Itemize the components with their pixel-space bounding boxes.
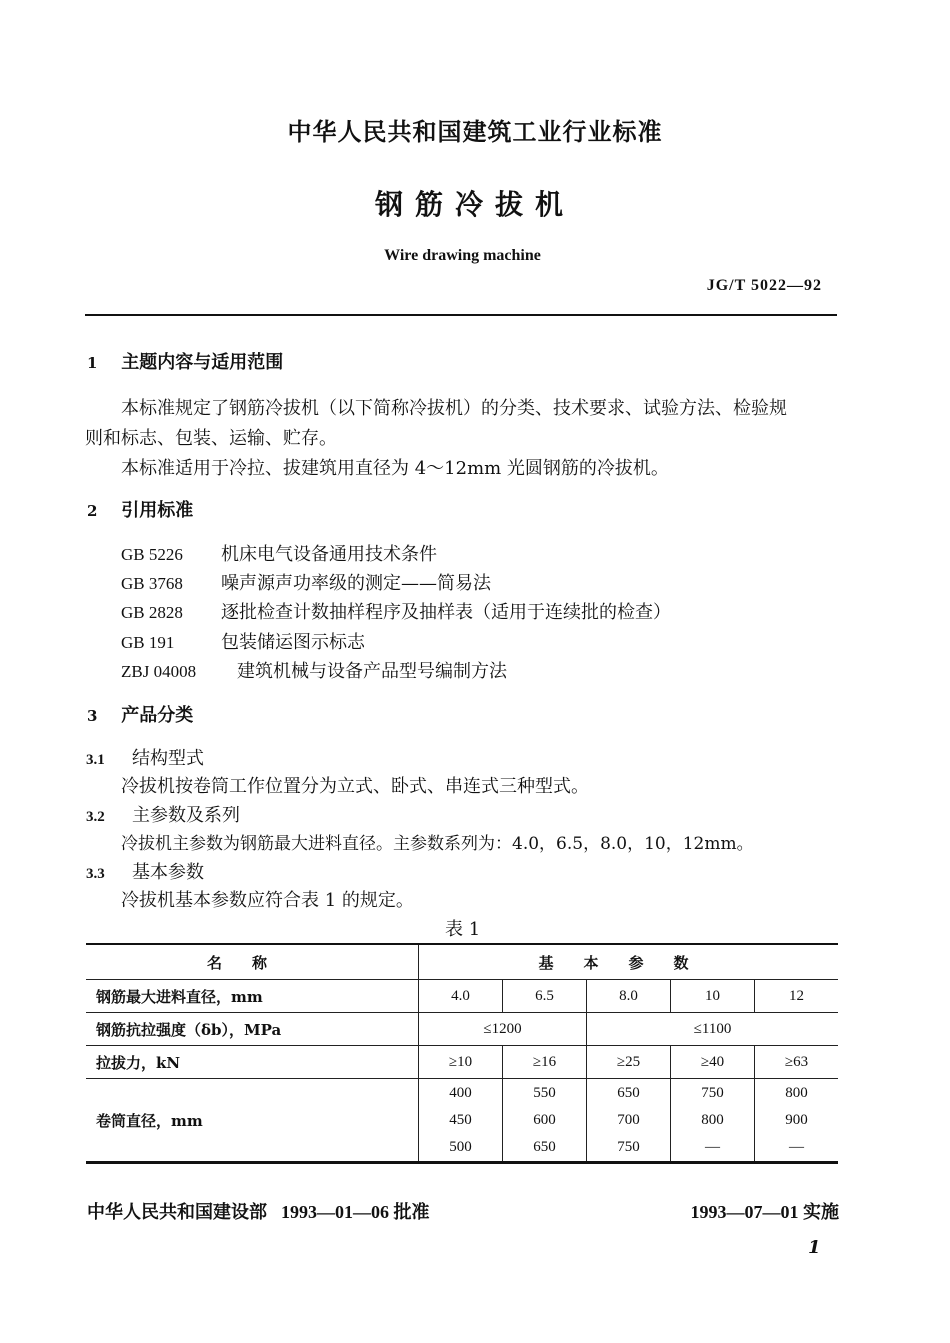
cell-value: 900 (785, 1111, 808, 1128)
row-label: 拉拔力，kN (86, 1046, 419, 1079)
cell-value: 650 (617, 1084, 640, 1101)
table-cell: 6.5 (503, 980, 587, 1013)
table-cell: ≥63 (755, 1046, 839, 1079)
table-cell: ≥16 (503, 1046, 587, 1079)
reference-code: ZBJ 04008 (121, 662, 197, 681)
table-row-diameter (86, 980, 838, 1013)
reference-title: 机床电气设备通用技术条件 (221, 544, 437, 565)
subsection-number: 3.3 (86, 866, 105, 882)
table-cell: ≥25 (587, 1046, 671, 1079)
section-2-heading (87, 496, 193, 522)
reference-item (121, 598, 671, 624)
reference-code: GB 3768 (121, 574, 183, 593)
section-number: 3 (87, 707, 98, 725)
cell-value: — (789, 1138, 804, 1155)
section-title: 产品分类 (121, 705, 194, 726)
reference-code: GB 191 (121, 633, 175, 652)
table-cell: ≥40 (671, 1046, 755, 1079)
approval-line (87, 1198, 430, 1224)
issuer: 中华人民共和国建设部 (87, 1202, 267, 1223)
subsection-3-3-heading (86, 858, 204, 884)
table-cell: 12 (755, 980, 839, 1013)
table-cell (671, 1079, 755, 1163)
section-number: 1 (87, 354, 98, 372)
reference-code: GB 2828 (121, 603, 183, 622)
reference-item (121, 628, 365, 654)
header-name-cell: 名称 (86, 944, 419, 980)
cell-value: 600 (533, 1111, 556, 1128)
cell-value: 800 (701, 1111, 724, 1128)
section-1-paragraph-1b: 则和标志、包装、运输、贮存。 (85, 428, 337, 449)
cell-value: — (705, 1138, 720, 1155)
cell-value: 450 (449, 1111, 472, 1128)
table-caption: 表 1 (445, 919, 481, 940)
subsection-number: 3.1 (86, 752, 105, 768)
cell-value: 650 (533, 1138, 556, 1155)
table-cell: ≥10 (419, 1046, 503, 1079)
cell-value: 800 (785, 1084, 808, 1101)
cell-value: 500 (449, 1138, 472, 1155)
table-cell: 4.0 (419, 980, 503, 1013)
subsection-3-3-text: 冷拔机基本参数应符合表 1 的规定。 (121, 890, 414, 911)
table-row-strength (86, 1013, 838, 1046)
subsection-3-2-heading (86, 801, 240, 827)
table-cell: ≤1200 (419, 1013, 587, 1046)
header-params-cell: 基本参数 (419, 944, 839, 980)
section-1-paragraph-1a: 本标准规定了钢筋冷拔机（以下简称冷拔机）的分类、技术要求、试验方法、检验规 (121, 398, 787, 419)
table-cell (419, 1079, 503, 1163)
section-title: 引用标准 (121, 500, 194, 521)
header-rule (85, 314, 837, 316)
table-cell: ≤1100 (587, 1013, 839, 1046)
table-cell: 8.0 (587, 980, 671, 1013)
subsection-title: 基本参数 (132, 862, 204, 883)
reference-item (121, 540, 437, 566)
subsection-3-2-text: 冷拔机主参数为钢筋最大进料直径。主参数系列为：4.0，6.5，8.0，10，12mm。 (121, 834, 754, 854)
section-number: 2 (87, 502, 98, 520)
issuing-body-title: 中华人民共和国建筑工业行业标准 (287, 117, 663, 146)
section-1-paragraph-2: 本标准适用于冷拉、拔建筑用直径为 4～12mm 光圆钢筋的冷拔机。 (121, 458, 669, 479)
reference-title: 逐批检查计数抽样程序及抽样表（适用于连续批的检查） (221, 602, 671, 623)
reference-title: 包装储运图示标志 (221, 632, 365, 653)
cell-value: 550 (533, 1084, 556, 1101)
document-title: 钢筋冷拔机 (374, 188, 575, 221)
table-header-row (86, 944, 838, 980)
effective-date: 1993—07—01 实施 (690, 1202, 839, 1222)
reference-title: 噪声源声功率级的测定——简易法 (221, 573, 491, 594)
subsection-3-1-text: 冷拔机按卷筒工作位置分为立式、卧式、串连式三种型式。 (121, 776, 589, 797)
cell-value: 750 (617, 1138, 640, 1155)
table-cell (755, 1079, 839, 1163)
cell-value: 700 (617, 1111, 640, 1128)
cell-value: 400 (449, 1084, 472, 1101)
row-label: 钢筋抗拉强度（δb），MPa (86, 1013, 419, 1046)
subsection-title: 结构型式 (132, 748, 204, 769)
row-label: 钢筋最大进料直径，mm (86, 980, 419, 1013)
subsection-title: 主参数及系列 (132, 805, 240, 826)
table-cell (587, 1079, 671, 1163)
table-cell: 10 (671, 980, 755, 1013)
page-number: 1 (808, 1237, 821, 1258)
reference-code: GB 5226 (121, 545, 183, 564)
section-3-heading (87, 701, 193, 727)
table-row-drum (86, 1079, 838, 1163)
cell-value: 750 (701, 1084, 724, 1101)
table-cell (503, 1079, 587, 1163)
approval-date: 1993—01—06 批准 (281, 1202, 430, 1222)
row-label: 卷筒直径，mm (86, 1079, 419, 1163)
reference-item (121, 657, 507, 683)
subsection-number: 3.2 (86, 809, 105, 825)
reference-item (121, 569, 491, 595)
document-title-english: Wire drawing machine (384, 247, 541, 264)
standard-code: JG/T 5022—92 (706, 277, 822, 294)
reference-title: 建筑机械与设备产品型号编制方法 (237, 661, 507, 682)
table-row-force (86, 1046, 838, 1079)
basic-parameters-table (86, 943, 838, 1164)
section-1-heading (87, 348, 283, 374)
section-title: 主题内容与适用范围 (121, 352, 284, 373)
subsection-3-1-heading (86, 744, 204, 770)
